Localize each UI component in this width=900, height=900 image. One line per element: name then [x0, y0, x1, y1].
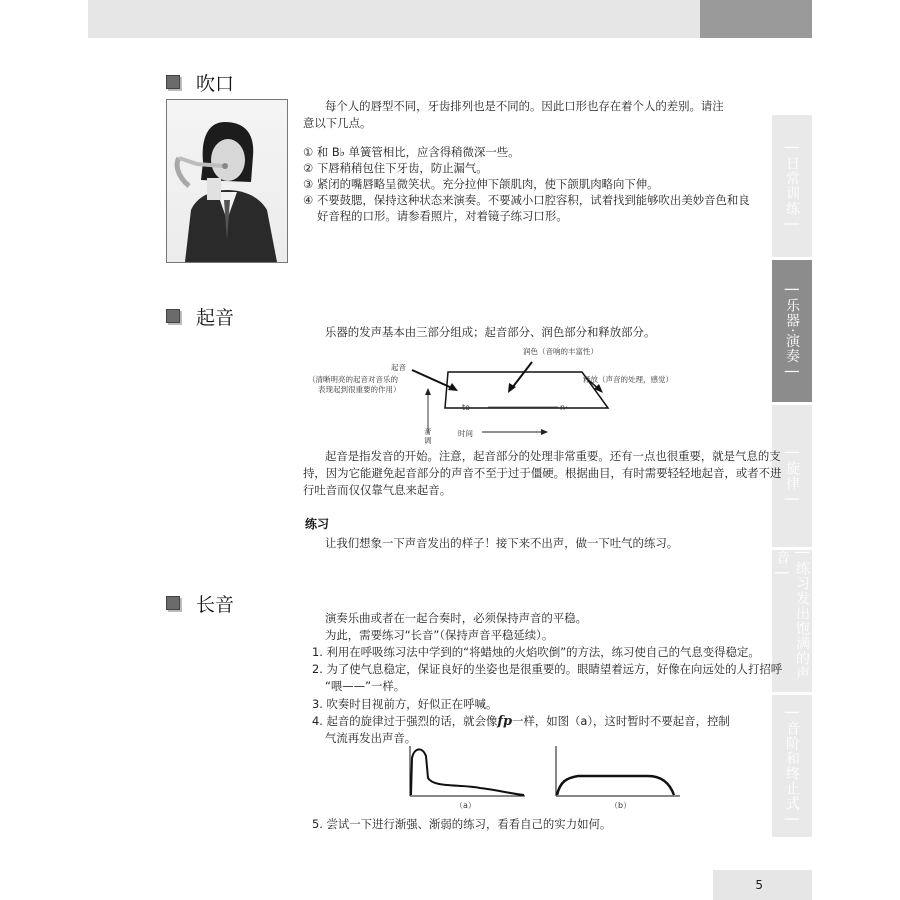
- section1-item-4: ④ 不要鼓腮，保持这种状态来演奏。不要减小口腔容积，试着找到能够吹出美妙音色和良: [303, 193, 750, 207]
- section2-body-1: 起音是指发音的开始。注意，起音部分的处理非常重要。还有一点也很重要，就是气息的支: [325, 449, 781, 463]
- diagram-label-time: 时间: [458, 429, 473, 438]
- practice-title: 练习: [305, 517, 330, 531]
- diagram-label-release: 释放（声音的处理，感觉）: [583, 375, 673, 384]
- sidebar-tab-label: | 乐器·演奏 |: [784, 287, 800, 375]
- header-bar: [88, 0, 700, 38]
- figure-label-b: （b）: [610, 801, 632, 810]
- section3-item-4: [312, 713, 730, 730]
- diagram-label-attack: 起音: [391, 363, 406, 372]
- section3-intro-2: 为此，需要练习“长音”（保持声音平稳延续）。: [325, 628, 554, 642]
- page-number-box: [713, 870, 812, 900]
- page-number: 5: [755, 878, 763, 892]
- section3-item-4-part2: 一样，如图（a），这时暂时不要起音，控制: [512, 714, 730, 728]
- section1-item-3: ③ 紧闭的嘴唇略呈微笑状。充分拉伸下颌肌肉，使下颌肌肉略向下伸。: [303, 177, 659, 191]
- sidebar-tab-label: | 练习发出饱满的声音 |: [774, 550, 810, 682]
- section3-item-5: 5. 尝试一下进行渐强、渐弱的练习，看看自己的实力如何。: [312, 817, 612, 831]
- long-tone-figures: [400, 742, 700, 812]
- diagram-label-attack-note2: 表现起到很重要的作用）: [318, 385, 401, 394]
- section1-item-4-cont: 好音程的口形。请参看照片，对着镜子练习口形。: [317, 209, 568, 223]
- section3-item-2-cont: “喂——”一样。: [325, 679, 406, 693]
- diagram-label-color: 润色（音响的丰富性）: [523, 347, 598, 356]
- diagram-label-to: to: [462, 403, 471, 412]
- diagram-label-pitch-2: 调: [424, 436, 432, 445]
- figure-label-a: （a）: [455, 801, 476, 810]
- header-bar-accent: [700, 0, 812, 38]
- section-bullet-icon: [166, 596, 180, 610]
- sidebar-tab-instrument-performance[interactable]: [772, 260, 812, 402]
- sidebar-tab-label: | 日常训练 |: [784, 144, 800, 228]
- section-title-mouthpiece: 吹口: [196, 73, 235, 95]
- section2-body-3: 行吐音而仅仅靠气息来起音。: [303, 483, 452, 497]
- sidebar-tab-scales-cadences[interactable]: [772, 695, 812, 837]
- diagram-label-attack-note1: （清晰明亮的起音对音乐的: [308, 375, 398, 384]
- section3-intro-1: 演奏乐曲或者在一起合奏时，必须保持声音的平稳。: [325, 611, 587, 625]
- section1-item-1: ① 和 B♭ 单簧管相比，应含得稍微深一些。: [303, 145, 520, 159]
- sidebar-tab-label: | 音阶和终止式 |: [784, 709, 800, 823]
- sidebar-tab-daily-training[interactable]: [772, 115, 812, 257]
- embouchure-photo: [166, 99, 288, 263]
- section2-intro: 乐器的发声基本由三部分组成；起音部分、润色部分和释放部分。: [325, 325, 656, 339]
- section2-body-2: 持，因为它能避免起音部分的声音不至于过于僵硬。根据曲目，有时需要轻轻地起音，或者不进: [303, 466, 782, 480]
- sidebar-tab-label: | 旋律 |: [784, 449, 800, 503]
- section3-item-4-cont: 气流再发出声音。: [325, 731, 417, 745]
- section-bullet-icon: [166, 75, 180, 89]
- section-title-long-tone: 长音: [196, 594, 235, 616]
- section-title-attack: 起音: [196, 307, 235, 329]
- section1-item-2: ② 下唇稍稍包住下牙齿，防止漏气。: [303, 161, 488, 175]
- fp-dynamic-mark: fp: [497, 714, 513, 729]
- section3-item-1: 1. 利用在呼吸练习法中学到的“将蜡烛的火焰吹倒”的方法，练习使自己的气息变得稳定。: [312, 645, 760, 659]
- section3-item-3: 3. 吹奏时目视前方，好似正在呼喊。: [312, 697, 498, 711]
- section3-item-4-part1: 4. 起音的旋律过于强烈的话，就会像: [312, 714, 498, 728]
- section1-intro: 每个人的唇型不同，牙齿排列也是不同的。因此口形也存在着个人的差别。请注意以下几点。: [303, 99, 724, 130]
- section-bullet-icon: [166, 309, 180, 323]
- practice-text: 让我们想象一下声音发出的样子！接下来不出声，做一下吐气的练习。: [325, 536, 679, 550]
- diagram-label-pitch-1: 音: [424, 427, 432, 436]
- diagram-label-n: n·: [560, 403, 568, 412]
- section3-item-2: 2. 为了使气息稳定，保证良好的坐姿也是很重要的。眼睛望着远方，好像在向远处的人打招呼: [312, 662, 783, 676]
